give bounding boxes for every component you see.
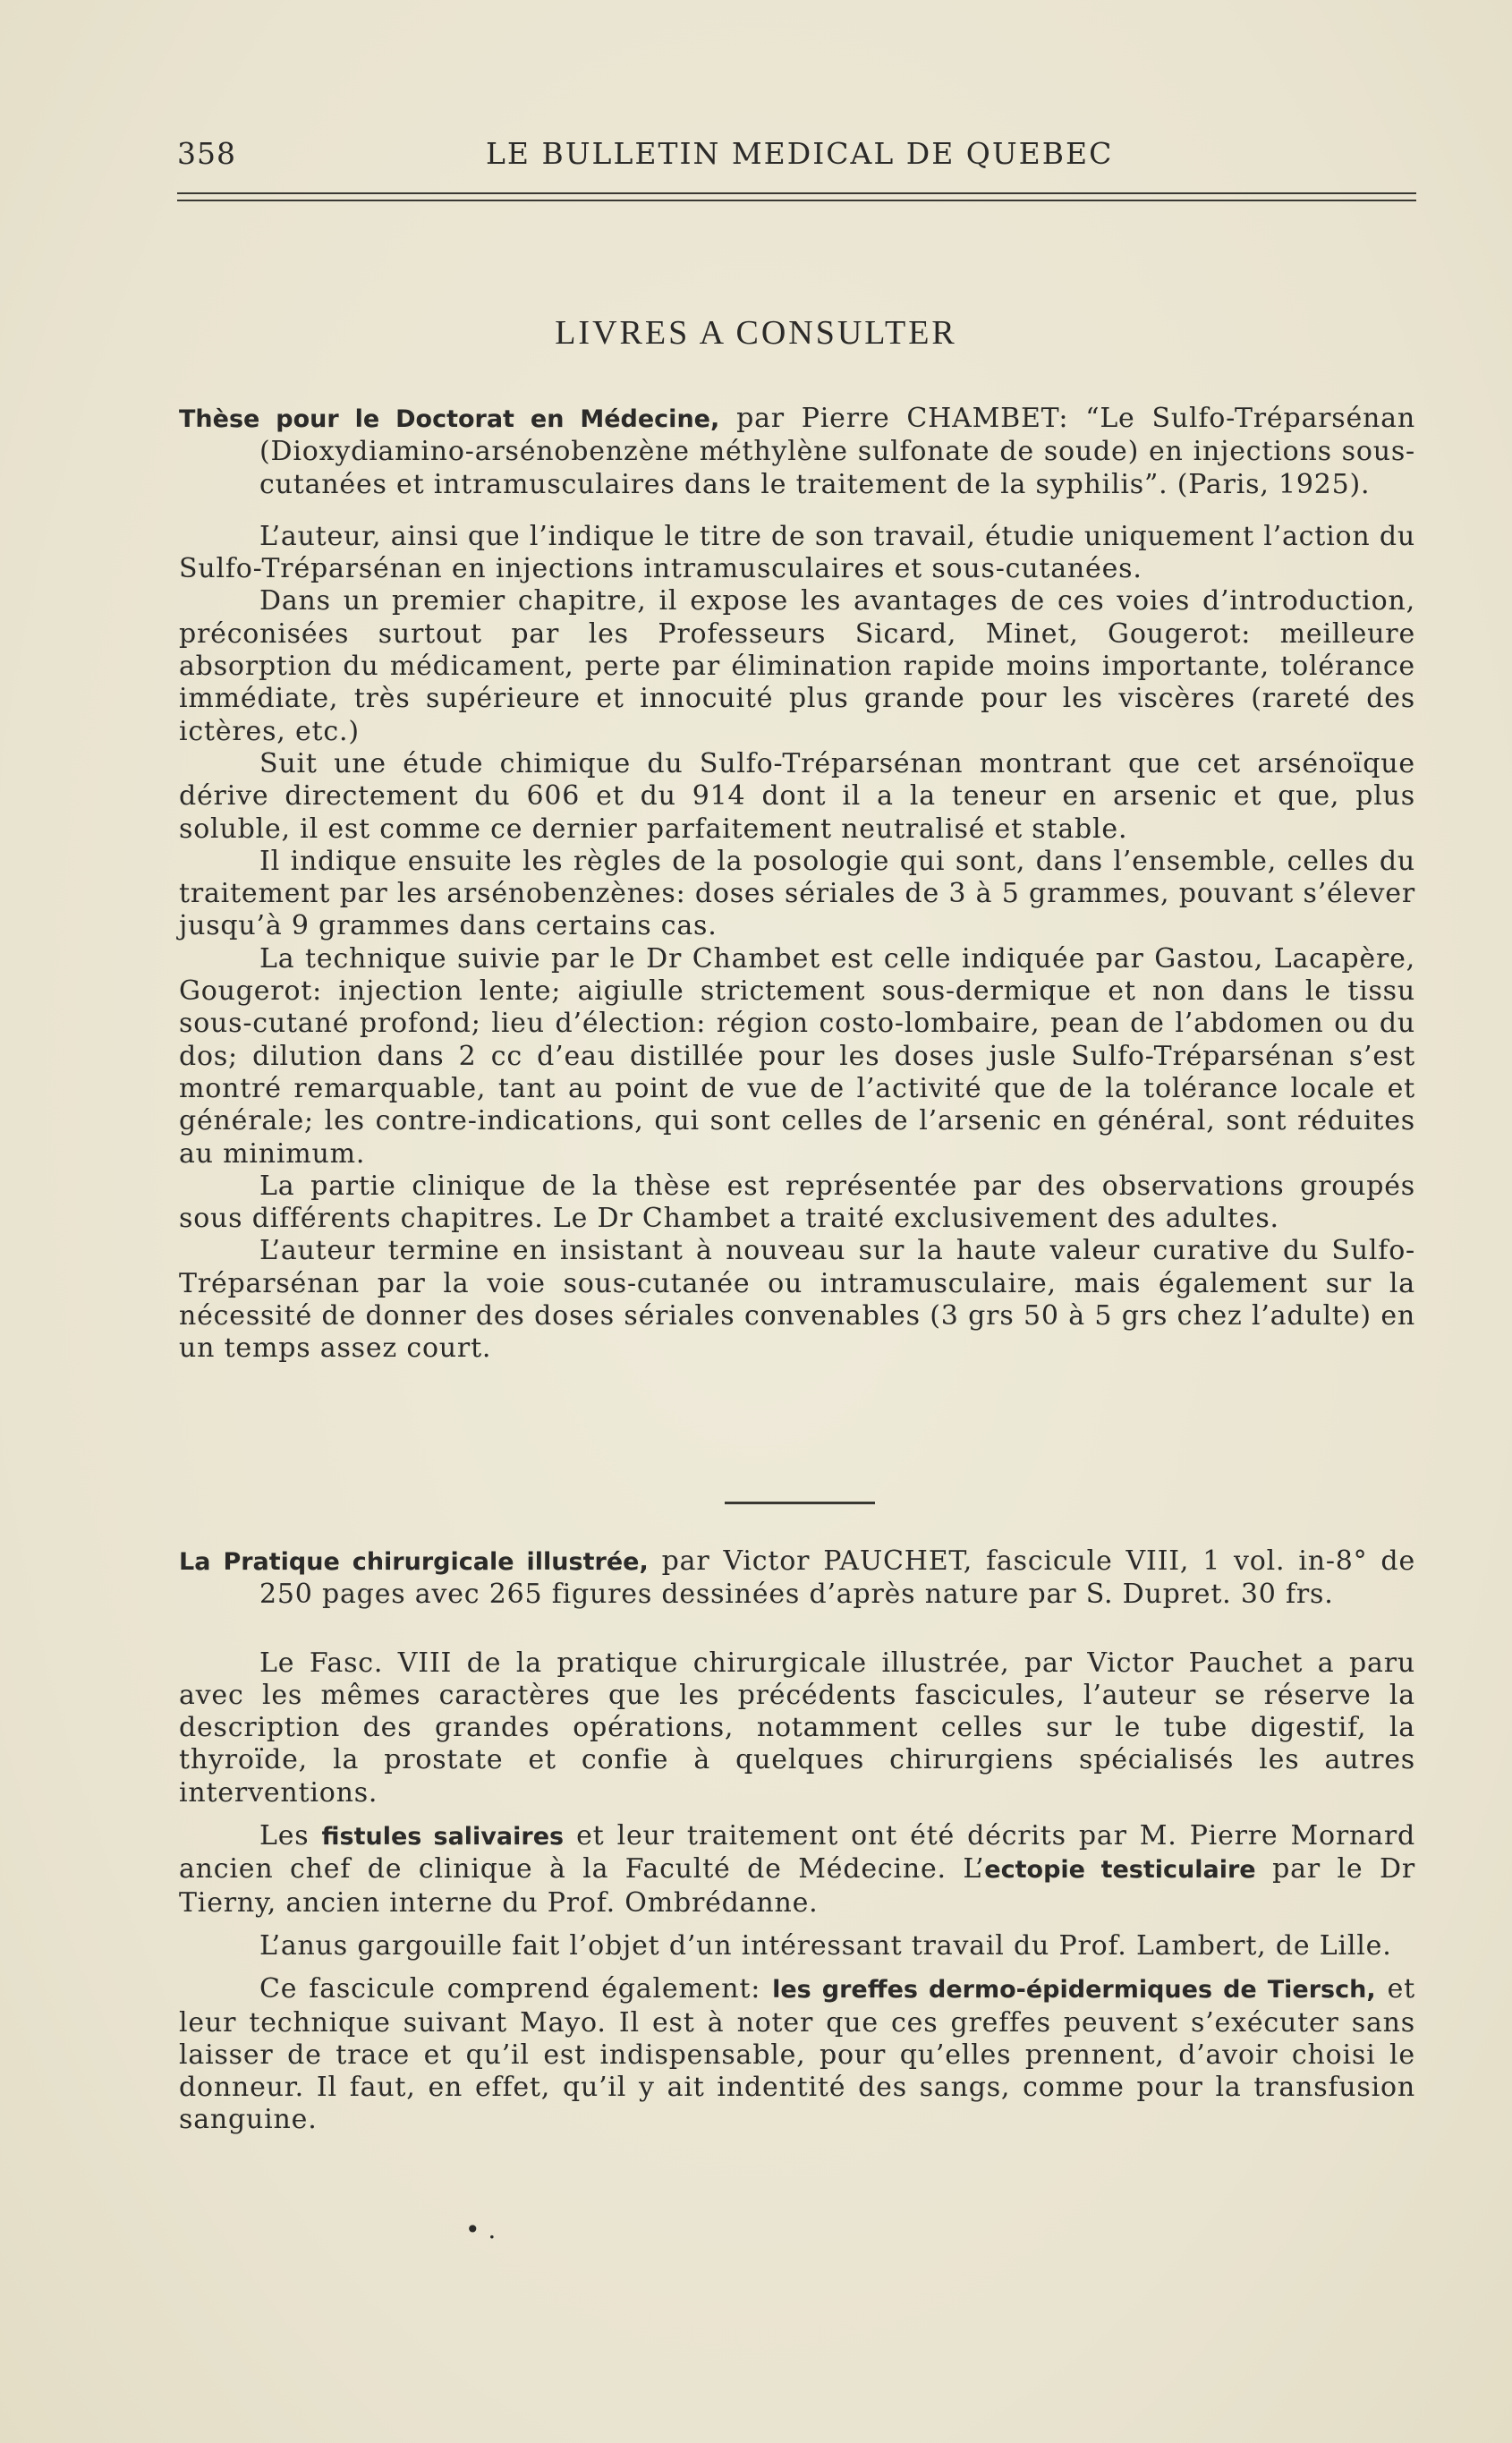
review-1-citation-text: par Pierre CHAMBET: “Le Sulfo-Tréparsénan (Dioxydiamino-arsénobenzène méthylène sulfonate de soude) en injections sous-cutanées et intramusculaires dans le traitement de la syphilis”. (Paris, 1925).: [259, 403, 1415, 500]
footer-mark: • .: [465, 2215, 497, 2244]
header-rule-second: [177, 200, 1416, 201]
bold-term: fistules salivaires: [321, 1823, 565, 1851]
review-1-paragraph: Suit une étude chimique du Sulfo-Tréparsénan montrant que cet arsénoïque dérive directement du 606 et du 914 dont il a la teneur en arsenic et que, plus soluble, il est comme ce dernier parfaitement neutralisé et stable.: [179, 747, 1415, 845]
review-1-paragraph: Dans un premier chapitre, il expose les avantages de ces voies d’introduction, préconisées surtout par les Professeurs Sicard, Minet, Gougerot: meilleure absorption du médicament, perte par élimination rapide moins importante, tolérance immédiate, très supérieure et innocuité plus grande pour les viscères (rareté des ictères, etc.): [179, 585, 1415, 747]
section-title: LIVRES A CONSULTER: [555, 314, 957, 352]
review-1-paragraph: L’auteur termine en insistant à nouveau sur la haute valeur curative du Sulfo-Tréparsénan par la voie sous-cutanée ou intramusculaire, mais également sur la nécessité de donner des doses sériales convenables (3 grs 50 à 5 grs chez l’adulte) en un temps assez court.: [179, 1235, 1415, 1365]
review-1-paragraph: Il indique ensuite les règles de la posologie qui sont, dans l’ensemble, celles du traitement par les arsénobenzènes: doses sériales de 3 à 5 grammes, pouvant s’élever jusqu’à 9 grammes dans certains cas.: [179, 845, 1415, 942]
review-2-citation-text: par Victor PAUCHET, fascicule VIII, 1 vol. in-8° de 250 pages avec 265 figures dessinées d’après nature par S. Dupret. 30 frs.: [259, 1545, 1415, 1611]
header-rule: [177, 192, 1416, 194]
page-number: 358: [177, 136, 236, 171]
running-head: LE BULLETIN MEDICAL DE QUEBEC: [486, 136, 1114, 171]
review-1-paragraph: L’auteur, ainsi que l’indique le titre de son travail, étudie uniquement l’action du Sulfo-Tréparsénan en injections intramusculaires et sous-cutanées.: [179, 520, 1415, 585]
review-2-paragraph: Le Fasc. VIII de la pratique chirurgicale illustrée, par Victor Pauchet a paru avec les mêmes caractères que les précédents fascicules, l’auteur se réserve la description des grandes opérations, notamment celles sur le tube digestif, la thyroïde, la prostate et confie à quelques chirurgiens spécialisés les autres interventions.: [179, 1647, 1415, 1809]
review-2-paragraph: Ce fascicule comprend également: les greffes dermo-épidermiques de Tiersch, et leur technique suivant Mayo. Il est à noter que ces greffes peuvent s’exécuter sans laisser de trace et qu’il est indispensable, pour qu’elles prennent, d’avoir choisi le donneur. Il faut, en effet, qu’il y ait indentité des sangs, comme pour la transfusion sanguine.: [179, 1973, 1415, 2136]
page-header: [177, 136, 1416, 172]
review-2-paragraph: Les fistules salivaires et leur traitement ont été décrits par M. Pierre Mornard ancien chef de clinique à la Faculté de Médecine. L’ectopie testiculaire par le Dr Tierny, ancien interne du Prof. Ombrédanne.: [179, 1820, 1416, 1919]
review-1-paragraph: La partie clinique de la thèse est représentée par des observations groupés sous différents chapitres. Le Dr Chambet a traité exclusivement des adultes.: [179, 1170, 1415, 1235]
bold-term: ectopie testiculaire: [984, 1856, 1256, 1885]
section-separator: [725, 1502, 875, 1504]
review-2: [179, 1545, 1415, 2137]
review-1: [179, 403, 1415, 1366]
bold-term: les greffes dermo-épidermiques de Tiersch,: [772, 1976, 1376, 2005]
review-2-paragraph: L’anus gargouille fait l’objet d’un intéressant travail du Prof. Lambert, de Lille.: [259, 1929, 1392, 1962]
review-1-citation: [179, 403, 1415, 501]
review-1-citation-title: Thèse pour le Doctorat en Médecine,: [179, 405, 720, 433]
review-2-citation: [179, 1545, 1415, 1612]
review-2-citation-title: La Pratique chirurgicale illustrée,: [179, 1548, 649, 1576]
review-1-paragraph: La technique suivie par le Dr Chambet est celle indiquée par Gastou, Lacapère, Gougerot: injection lente; aigiulle strictement sous-dermique et non dans le tissu sous-cutané profond; lieu d’élection: région costo-lombaire, pean de l’abdomen ou du dos; dilution dans 2 cc d’eau distillée pour les doses jusle Sulfo-Tréparsénan s’est montré remarquable, tant au point de vue de l’activité que de la tolérance locale et générale; les contre-indications, qui sont celles de l’arsenic en général, sont réduites au minimum.: [179, 942, 1415, 1170]
